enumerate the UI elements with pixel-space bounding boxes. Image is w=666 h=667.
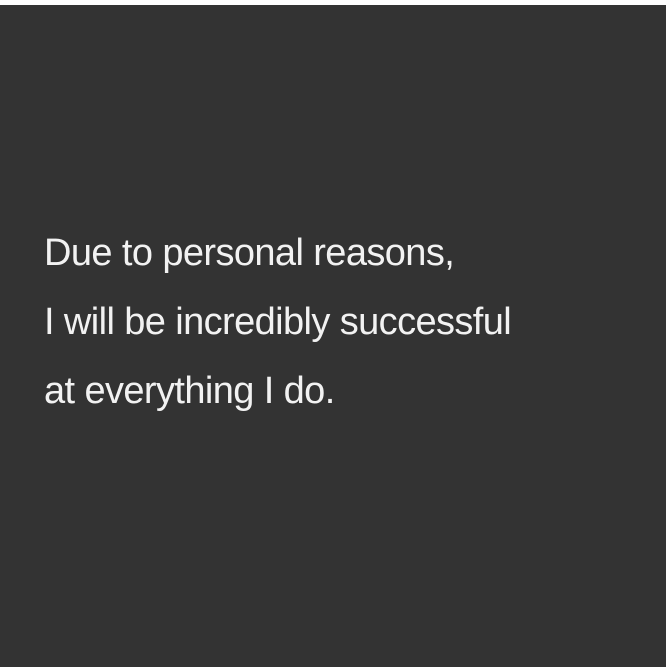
quote-line-1: Due to personal reasons, [44,232,455,274]
quote-line-2: I will be incredibly successful [44,301,512,343]
quote-card [0,5,666,667]
quote-text [44,234,654,441]
quote-line-3: at everything I do. [44,370,335,412]
